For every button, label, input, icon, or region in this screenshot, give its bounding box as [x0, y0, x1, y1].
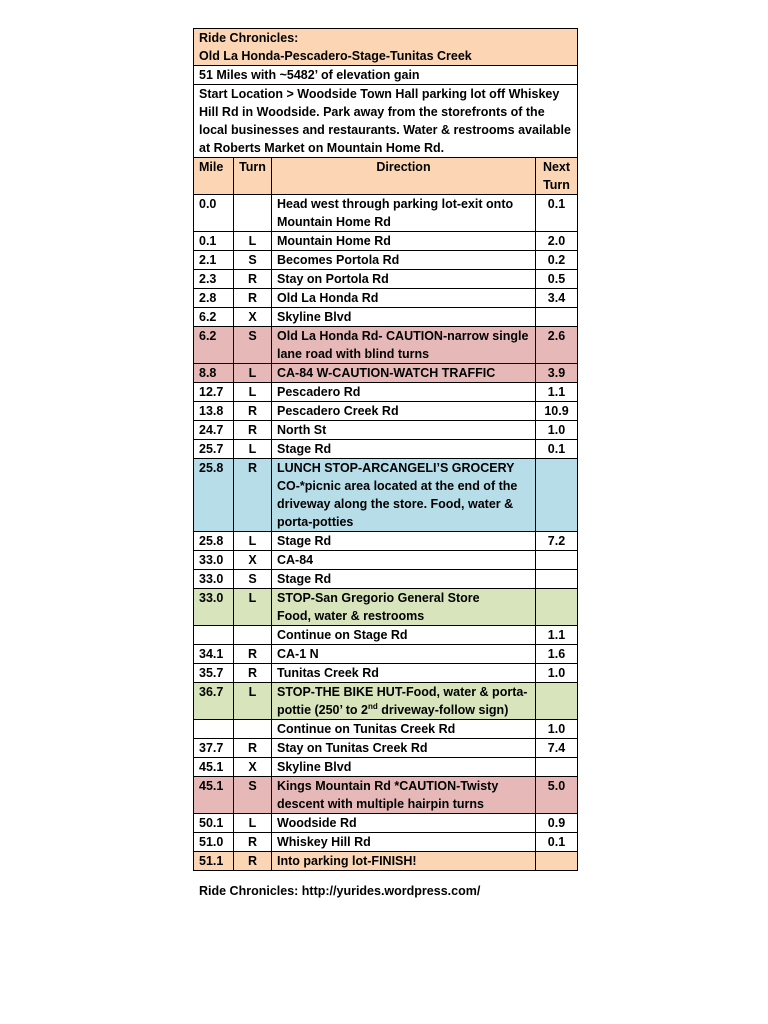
next-turn-cell	[536, 551, 578, 570]
direction-cell: Stay on Portola Rd	[272, 270, 536, 289]
direction-cell: CA-1 N	[272, 645, 536, 664]
cue-row	[194, 570, 578, 589]
mile-cell: 33.0	[194, 589, 234, 626]
mile-cell	[194, 720, 234, 739]
direction-cell: Stage Rd	[272, 440, 536, 459]
cue-row	[194, 720, 578, 739]
direction-cell: Stage Rd	[272, 570, 536, 589]
mile-cell: 2.1	[194, 251, 234, 270]
turn-cell: L	[234, 383, 272, 402]
cue-row	[194, 383, 578, 402]
direction-cell: LUNCH STOP-ARCANGELI’S GROCERY CO-*picnic area located at the end of the driveway along the store. Food, water & porta-potties	[272, 459, 536, 532]
mile-cell: 25.7	[194, 440, 234, 459]
direction-cell: Into parking lot-FINISH!	[272, 852, 536, 871]
turn-cell	[234, 720, 272, 739]
cue-row	[194, 364, 578, 383]
turn-cell: L	[234, 440, 272, 459]
next-turn-cell: 1.0	[536, 720, 578, 739]
mile-cell: 8.8	[194, 364, 234, 383]
next-turn-cell: 2.6	[536, 327, 578, 364]
direction-cell: Pescadero Creek Rd	[272, 402, 536, 421]
turn-cell: R	[234, 833, 272, 852]
cue-sheet-table	[193, 28, 578, 871]
next-turn-cell: 10.9	[536, 402, 578, 421]
next-turn-cell: 7.2	[536, 532, 578, 551]
mile-cell	[194, 626, 234, 645]
cue-row	[194, 664, 578, 683]
direction-cell: Old La Honda Rd	[272, 289, 536, 308]
turn-cell: R	[234, 459, 272, 532]
next-turn-cell: 0.1	[536, 440, 578, 459]
turn-cell: L	[234, 814, 272, 833]
cue-row	[194, 683, 578, 720]
mile-cell: 6.2	[194, 327, 234, 364]
turn-cell: S	[234, 251, 272, 270]
mile-cell: 51.0	[194, 833, 234, 852]
cue-row	[194, 852, 578, 871]
ride-title	[194, 29, 578, 66]
next-turn-cell: 7.4	[536, 739, 578, 758]
direction-cell: Pescadero Rd	[272, 383, 536, 402]
turn-cell: R	[234, 739, 272, 758]
turn-cell: L	[234, 683, 272, 720]
cue-row	[194, 645, 578, 664]
direction-cell: Woodside Rd	[272, 814, 536, 833]
mile-cell: 13.8	[194, 402, 234, 421]
next-turn-cell: 0.9	[536, 814, 578, 833]
cue-row	[194, 270, 578, 289]
next-turn-cell: 0.1	[536, 195, 578, 232]
next-turn-cell: 2.0	[536, 232, 578, 251]
turn-cell: X	[234, 308, 272, 327]
cue-row	[194, 327, 578, 364]
turn-cell: S	[234, 777, 272, 814]
next-turn-cell: 1.0	[536, 421, 578, 440]
next-turn-cell: 5.0	[536, 777, 578, 814]
cue-row	[194, 308, 578, 327]
turn-header: Turn	[234, 158, 272, 195]
mile-cell: 0.0	[194, 195, 234, 232]
turn-cell: R	[234, 402, 272, 421]
next-turn-header: Next Turn	[536, 158, 578, 195]
mile-cell: 34.1	[194, 645, 234, 664]
turn-cell: R	[234, 852, 272, 871]
mile-cell: 2.3	[194, 270, 234, 289]
mile-cell: 51.1	[194, 852, 234, 871]
mile-cell: 0.1	[194, 232, 234, 251]
turn-cell: L	[234, 532, 272, 551]
mile-cell: 33.0	[194, 570, 234, 589]
next-turn-cell: 3.9	[536, 364, 578, 383]
cue-row	[194, 589, 578, 626]
direction-cell: Skyline Blvd	[272, 308, 536, 327]
turn-cell	[234, 626, 272, 645]
turn-cell: X	[234, 551, 272, 570]
next-turn-cell: 1.1	[536, 626, 578, 645]
cue-row	[194, 833, 578, 852]
turn-cell: R	[234, 664, 272, 683]
start-location-info: Start Location > Woodside Town Hall parking lot off Whiskey Hill Rd in Woodside. Park away from the storefronts of the local businesses and restaurants. Water & restrooms available at Roberts Market on Mountain Home Rd.	[194, 85, 578, 158]
next-turn-cell	[536, 852, 578, 871]
mile-cell: 50.1	[194, 814, 234, 833]
next-turn-cell: 1.6	[536, 645, 578, 664]
next-turn-cell: 0.5	[536, 270, 578, 289]
footer-credit: Ride Chronicles: http://yurides.wordpress.com/	[199, 884, 481, 898]
direction-cell: Skyline Blvd	[272, 758, 536, 777]
cue-row	[194, 459, 578, 532]
direction-cell: Becomes Portola Rd	[272, 251, 536, 270]
direction-cell: STOP-THE BIKE HUT-Food, water & porta-pottie (250’ to 2nd driveway-follow sign)	[272, 683, 536, 720]
turn-cell: L	[234, 589, 272, 626]
mile-cell: 24.7	[194, 421, 234, 440]
mile-cell: 12.7	[194, 383, 234, 402]
direction-cell: STOP-San Gregorio General Store Food, water & restrooms	[272, 589, 536, 626]
distance-row	[194, 66, 578, 85]
mile-cell: 25.8	[194, 532, 234, 551]
cue-row	[194, 251, 578, 270]
direction-header: Direction	[272, 158, 536, 195]
turn-cell: R	[234, 421, 272, 440]
turn-cell: S	[234, 327, 272, 364]
turn-cell: R	[234, 270, 272, 289]
column-header-row	[194, 158, 578, 195]
direction-cell: CA-84	[272, 551, 536, 570]
next-turn-cell	[536, 308, 578, 327]
mile-header: Mile	[194, 158, 234, 195]
turn-cell: L	[234, 232, 272, 251]
cue-row	[194, 777, 578, 814]
direction-cell: Whiskey Hill Rd	[272, 833, 536, 852]
next-turn-cell	[536, 589, 578, 626]
cue-row	[194, 440, 578, 459]
distance-info: 51 Miles with ~5482’ of elevation gain	[194, 66, 578, 85]
cue-row	[194, 402, 578, 421]
next-turn-cell: 0.1	[536, 833, 578, 852]
next-turn-cell	[536, 683, 578, 720]
ride-title-line2: Old La Honda-Pescadero-Stage-Tunitas Creek	[199, 49, 472, 63]
next-turn-cell: 1.1	[536, 383, 578, 402]
turn-cell	[234, 195, 272, 232]
direction-cell: Kings Mountain Rd *CAUTION-Twisty descent with multiple hairpin turns	[272, 777, 536, 814]
cue-row	[194, 421, 578, 440]
start-location-row	[194, 85, 578, 158]
mile-cell: 45.1	[194, 758, 234, 777]
mile-cell: 37.7	[194, 739, 234, 758]
next-turn-cell: 0.2	[536, 251, 578, 270]
title-row	[194, 29, 578, 66]
direction-cell: Head west through parking lot-exit onto Mountain Home Rd	[272, 195, 536, 232]
turn-cell: R	[234, 645, 272, 664]
mile-cell: 35.7	[194, 664, 234, 683]
mile-cell: 6.2	[194, 308, 234, 327]
mile-cell: 33.0	[194, 551, 234, 570]
cue-row	[194, 739, 578, 758]
mile-cell: 25.8	[194, 459, 234, 532]
turn-cell: R	[234, 289, 272, 308]
next-turn-cell	[536, 758, 578, 777]
direction-cell: Continue on Tunitas Creek Rd	[272, 720, 536, 739]
cue-row	[194, 758, 578, 777]
direction-cell: CA-84 W-CAUTION-WATCH TRAFFIC	[272, 364, 536, 383]
direction-cell: Old La Honda Rd- CAUTION-narrow single lane road with blind turns	[272, 327, 536, 364]
cue-row	[194, 814, 578, 833]
turn-cell: X	[234, 758, 272, 777]
cue-row	[194, 532, 578, 551]
direction-cell: Stay on Tunitas Creek Rd	[272, 739, 536, 758]
cue-row	[194, 551, 578, 570]
cue-row	[194, 289, 578, 308]
mile-cell: 2.8	[194, 289, 234, 308]
next-turn-cell: 1.0	[536, 664, 578, 683]
ride-title-line1: Ride Chronicles:	[199, 31, 299, 45]
direction-cell: Mountain Home Rd	[272, 232, 536, 251]
direction-cell: Stage Rd	[272, 532, 536, 551]
direction-cell: Continue on Stage Rd	[272, 626, 536, 645]
turn-cell: S	[234, 570, 272, 589]
direction-cell: Tunitas Creek Rd	[272, 664, 536, 683]
next-turn-cell	[536, 459, 578, 532]
turn-cell: L	[234, 364, 272, 383]
mile-cell: 36.7	[194, 683, 234, 720]
mile-cell: 45.1	[194, 777, 234, 814]
cue-row	[194, 195, 578, 232]
next-turn-cell	[536, 570, 578, 589]
direction-cell: North St	[272, 421, 536, 440]
cue-row	[194, 626, 578, 645]
next-turn-cell: 3.4	[536, 289, 578, 308]
cue-row	[194, 232, 578, 251]
